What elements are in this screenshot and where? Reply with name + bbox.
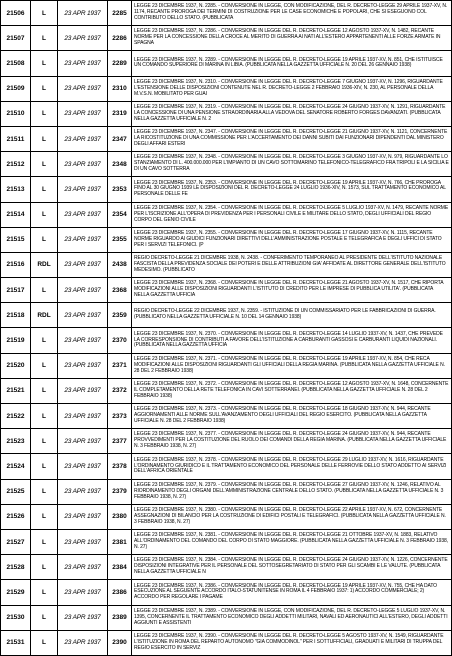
act-date-cell (58, 555, 108, 580)
act-number-cell (1, 580, 31, 605)
act-page-cell (108, 1, 132, 26)
act-page-cell (108, 630, 132, 655)
act-number: 21511 (6, 135, 25, 143)
act-page-cell (108, 278, 132, 303)
act-type-cell (31, 26, 58, 51)
act-date-cell (58, 26, 108, 51)
act-type-cell (31, 429, 58, 454)
act-date: 23 APR 1937 (64, 59, 101, 67)
act-description: REGIO DECRETO-LEGGE 21 DICEMBRE 1938, N. 2438. - CONFERIMENTO TEMPORANEO AL PRESIDENTE DELL'ISTITUTO NAZIONALE FASCISTA DELLA PREVIDENZA SOCIALE DEI POTERI E DELLE ATTRIBUZIONI GIA' AFFIDATE AL DIRETTORE GENERALE DELL'ISTITUTO MEDESIMO. (PUBBLICATO (134, 255, 446, 273)
act-number-cell (1, 76, 31, 101)
table-row (1, 555, 452, 580)
act-description-cell (132, 202, 452, 227)
act-page-cell (108, 353, 132, 378)
act-date-cell (58, 529, 108, 554)
act-page: 2380 (112, 513, 127, 521)
table-row (1, 504, 452, 529)
act-number: 21518 (6, 311, 25, 319)
act-number: 21530 (6, 614, 25, 622)
act-number-cell (1, 504, 31, 529)
act-date-cell (58, 429, 108, 454)
table-row (1, 76, 452, 101)
act-date: 23 APR 1937 (64, 614, 101, 622)
act-page-cell (108, 101, 132, 126)
act-type: RDL (37, 311, 51, 319)
table-row (1, 529, 452, 554)
act-description-cell (132, 555, 452, 580)
act-page-cell (108, 252, 132, 277)
act-date: 23 APR 1937 (64, 337, 101, 345)
act-description: LEGGE 23 DICEMBRE 1937, N. 2319. - CONVERSIONE IN LEGGE DEL R. DECRETO-LEGGE 24 GIUGNO 1937-XV, N. 1291, RIGUARDANTE LA CONCESSIONE DI UNA PENSIONE STRAORDINARIA ALLA VEDOVA DEL SENATORE ROBERTO FORGES DAVANZATI. (PUBBLICATA NELLA GAZZETTA UFFICIALE N. 2 (134, 104, 446, 122)
act-page-cell (108, 378, 132, 403)
act-description-cell (132, 328, 452, 353)
act-date: 23 APR 1937 (64, 34, 101, 42)
table-row (1, 479, 452, 504)
act-date: 23 APR 1937 (64, 135, 101, 143)
act-type-cell (31, 529, 58, 554)
table-row (1, 126, 452, 151)
act-type-cell (31, 454, 58, 479)
act-date: 23 APR 1937 (64, 563, 101, 571)
act-date: 23 APR 1937 (64, 362, 101, 370)
act-description-cell (132, 378, 452, 403)
act-date: 23 APR 1937 (64, 639, 101, 647)
act-type-cell (31, 101, 58, 126)
act-date-cell (58, 328, 108, 353)
act-description-cell (132, 529, 452, 554)
table-row (1, 1, 452, 26)
act-number: 21514 (6, 211, 25, 219)
act-page-cell (108, 51, 132, 76)
act-date: 23 APR 1937 (64, 85, 101, 93)
act-type-cell (31, 51, 58, 76)
act-number-cell (1, 227, 31, 252)
act-number: 21516 (6, 261, 25, 269)
act-number-cell (1, 555, 31, 580)
act-description-cell (132, 26, 452, 51)
act-page: 2354 (112, 211, 127, 219)
act-page: 2371 (112, 362, 127, 370)
act-number: 21519 (6, 337, 25, 345)
act-description: LEGGE 23 DICEMBRE 1937, N. 2285. - CONVERSIONE IN LEGGE, CON MODIFICAZIONE, DEL R. DECRETO-LEGGE 29 APRILE 1937-XV, N. 1174, RECANTE PROROGA DEI TERMINI DI COSTRUZIONE PER LE CASE ECONOMICHE E POPOLARI, CHE SI ESEGUONO COL CONTRIBUTO DELLO STATO. (PUBBLICATA (134, 3, 448, 22)
act-number: 21521 (6, 387, 25, 395)
act-date-cell (58, 479, 108, 504)
act-type: L (42, 538, 46, 546)
act-description-cell (132, 303, 452, 328)
act-number-cell (1, 429, 31, 454)
act-description: LEGGE 23 DICEMBRE 1937, N. 2370. - CONVERSIONE IN LEGGE DEL R. DECRETO-LEGGE 14 LUGLIO 1937-XV, N. 1437, CHE PREVEDE LA CORRESPONSIONE DI CONTRIBUTI A FAVORE DELL'ISTITUZIONE A CARBURANTI GASSOSI E CARBURANTI LIQUIDI NAZIONALI. (PUBBLICATA NELLA GAZZETTA UFFICIA (134, 330, 443, 349)
act-type: L (42, 588, 46, 596)
act-number-cell (1, 202, 31, 227)
act-type-cell (31, 555, 58, 580)
act-date: 23 APR 1937 (64, 236, 101, 244)
act-date: 23 APR 1937 (64, 387, 101, 395)
act-type-cell (31, 378, 58, 403)
act-number-cell (1, 328, 31, 353)
act-number-cell (1, 1, 31, 26)
act-date: 23 APR 1937 (64, 437, 101, 445)
act-number-cell (1, 126, 31, 151)
act-number: 21506 (6, 9, 25, 17)
act-page: 2386 (112, 588, 127, 596)
act-number: 21528 (6, 563, 25, 571)
act-page-cell (108, 152, 132, 177)
act-description-cell (132, 479, 452, 504)
act-description-cell (132, 278, 452, 303)
table-row (1, 303, 452, 328)
act-page-cell (108, 303, 132, 328)
act-type: L (42, 362, 46, 370)
table-row (1, 605, 452, 630)
act-number: 21512 (6, 160, 25, 168)
act-number-cell (1, 152, 31, 177)
act-number: 21517 (6, 286, 25, 294)
act-type-cell (31, 252, 58, 277)
act-description: LEGGE 23 DICEMBRE 1937, N. 2286. - CONVERSIONE IN LEGGE DEL R. DECRETO-LEGGE 12 AGOSTO 1937-XV, N. 1482, RECANTE NORME PER LA CONCESSIONE DELLA CROCE AL MERITO DI GUERRA AI NATI ALL'ESTERO APPARTENENTI ALLE FORZE ARMATE IN SPAGNA (134, 28, 441, 47)
act-page: 2355 (112, 236, 127, 244)
act-number-cell (1, 404, 31, 429)
act-type: L (42, 185, 46, 193)
act-type-cell (31, 76, 58, 101)
act-number-cell (1, 278, 31, 303)
act-description-cell (132, 630, 452, 655)
act-page: 2384 (112, 563, 127, 571)
act-page: 2377 (112, 437, 127, 445)
act-number: 21529 (6, 588, 25, 596)
act-page: 2285 (112, 9, 127, 17)
act-number-cell (1, 101, 31, 126)
act-type: L (42, 614, 46, 622)
act-type: L (42, 437, 46, 445)
act-type: L (42, 211, 46, 219)
act-number: 21526 (6, 513, 25, 521)
act-description-cell (132, 454, 452, 479)
table-row (1, 278, 452, 303)
act-description-cell (132, 101, 452, 126)
act-page: 2348 (112, 160, 127, 168)
act-type-cell (31, 202, 58, 227)
act-date-cell (58, 177, 108, 202)
act-description: LEGGE 23 DICEMBRE 1937, N. 2389. - CONVERSIONE IN LEGGE, CON MODIFICAZIONE, DEL R. DECRETO-LEGGE 5 LUGLIO 1937-XV, N. 1395, CONCERNENTE IL TRATTAMENTO ECONOMICO DEGLI ADDETTI MILITARI, NAVALI ED AERONAUTICI ALL'ESTERO, DEGLI ADDETTI AGGIUNTI E ASSISTENTI (134, 607, 448, 626)
act-date-cell (58, 202, 108, 227)
act-type-cell (31, 328, 58, 353)
table-row (1, 328, 452, 353)
act-page: 2368 (112, 286, 127, 294)
act-type: RDL (37, 261, 51, 269)
act-date: 23 APR 1937 (64, 286, 101, 294)
act-type: L (42, 110, 46, 118)
act-type-cell (31, 303, 58, 328)
act-description: LEGGE 23 DICEMBRE 1937, N. 2368. - CONVERSIONE IN LEGGE DEL R. DECRETO-LEGGE 21 AGOSTO 1937-XV, N. 1517, CHE RIPORTA MODIFICAZIONI ALLE DISPOSIZIONI RIGUARDANTI L'ISTITUTO DI CREDITO PER LE IMPRESE DI PUBBLICA UTILITA'. (PUBBLICATA NELLA GAZZETTA UFFICIA (134, 280, 444, 299)
table-row (1, 378, 452, 403)
table-row (1, 26, 452, 51)
act-date: 23 APR 1937 (64, 462, 101, 470)
act-type: L (42, 59, 46, 67)
act-number-cell (1, 51, 31, 76)
act-description: LEGGE 23 DICEMBRE 1937, N. 2371. - CONVERSIONE IN LEGGE DEL R. DECRETO-LEGGE 19 APRILE 1937-XV, N. 854, CHE RECA MODIFICAZIONI ALLE DISPOSIZIONI RIGUARDANTI GLI UFFICIALI DELLA REGIA MARINA. (PUBBLICATA NELLA GAZZETTA UFFICIALE N. 28 DEL 2 FEBBRAIO 1938) (134, 355, 445, 374)
act-number-cell (1, 529, 31, 554)
act-number: 21525 (6, 488, 25, 496)
act-description: LEGGE 23 DICEMBRE 1937, N. 2386. - CONVERSIONE IN LEGGE DEL R. DECRETO-LEGGE 19 APRILE 1937-XV, N. 755, CHE HA DATO ESECUZIONE AL SEGUENTE ACCORDO ITALO-STATUNITENSE IN ROMA IL 4 FEBBRAIO 1937: 1) ACCORDO COMMERCIALE; 2) ACCORDO PER REGOLARE I PAGAME (134, 582, 437, 601)
act-description: LEGGE 23 DICEMBRE 1937, N. 2347. - CONVERSIONE IN LEGGE DEL R. DECRETO-LEGGE 21 GIUGNO 1937-XV, N. 1121, CONCERNENTE LA RICOSTITUZIONE DI UNA COMMISSIONE PER L'ACCERTAMENTO DEI DANNI SUBITI DAI FUNZIONARI DIPENDENTI DAL MINISTERO DEGLI AFFARI ESTERI (134, 129, 448, 147)
act-page-cell (108, 555, 132, 580)
act-page: 2372 (112, 387, 127, 395)
act-page: 2286 (112, 34, 127, 42)
act-page-cell (108, 580, 132, 605)
act-number-cell (1, 378, 31, 403)
act-date: 23 APR 1937 (64, 538, 101, 546)
act-page-cell (108, 429, 132, 454)
act-page-cell (108, 202, 132, 227)
act-page: 2389 (112, 614, 127, 622)
act-date: 23 APR 1937 (64, 211, 101, 219)
act-date-cell (58, 378, 108, 403)
act-type: L (42, 639, 46, 647)
table-row (1, 353, 452, 378)
act-description: LEGGE 23 DICEMBRE 1937, N. 2379. - CONVERSIONE IN LEGGE DEL R. DECRETO-LEGGE 27 GIUGNO 1937-XV, N. 1246, RELATIVO AL RIORDINAMENTO DEGLI ORGANI DELL'AMMINISTRAZIONE CENTRALE DELLO STATO. (PUBBLICATA NELLA GAZZETTA UFFICIALE N. 3 FEBBRAIO 1938, N. 27) (134, 481, 444, 500)
act-page: 2378 (112, 462, 127, 470)
table-row (1, 252, 452, 277)
table-row (1, 454, 452, 479)
act-description-cell (132, 126, 452, 151)
act-date-cell (58, 353, 108, 378)
table-row (1, 429, 452, 454)
act-description: LEGGE 23 DICEMBRE 1937, N. 2390. - CONVERSIONE IN LEGGE DEL R. DECRETO-LEGGE 5 AGOSTO 1937-XV, N. 1549, RIGUARDANTE L'ISTITUZIONE IN ROMA DEL REPARTO AUTONOMO "GIA COMMODINOL" PER I SOTTUFFICIALI, GRADUATI E MILITARI DI TRUPPA DEL REGIO ESERCITO IN SERVIZ (134, 632, 444, 651)
act-date: 23 APR 1937 (64, 185, 101, 193)
act-page-cell (108, 76, 132, 101)
act-type: L (42, 135, 46, 143)
act-number: 21509 (6, 85, 25, 93)
act-number: 21523 (6, 437, 25, 445)
act-number: 21524 (6, 462, 25, 470)
act-type-cell (31, 404, 58, 429)
act-description-cell (132, 177, 452, 202)
act-type: L (42, 488, 46, 496)
act-number-cell (1, 630, 31, 655)
act-date-cell (58, 454, 108, 479)
act-description-cell (132, 504, 452, 529)
act-description: LEGGE 23 DICEMBRE 1937, N. 2380. - CONVERSIONE IN LEGGE DEL R. DECRETO-LEGGE 22 APRILE 1937-XV, N. 672, CONCERNENTE ASSEGNAZIONI DI BILANCIO PER LA COSTRUZIONE DI EDIFICI POSTALI E TELEGRAFICI. (PUBBLICATA NELLA GAZZETTA UFFICIALE N. 3 FEBBRAIO 1938, N. 27) (134, 507, 446, 525)
act-number-cell (1, 252, 31, 277)
act-type: L (42, 462, 46, 470)
act-type-cell (31, 177, 58, 202)
act-page-cell (108, 479, 132, 504)
act-type: L (42, 563, 46, 571)
act-description: LEGGE 23 DICEMBRE 1937, N. 2378. - CONVERSIONE IN LEGGE DEL R. DECRETO-LEGGE 29 LUGLIO 1937-XV, N. 1616, RIGUARDANTE L'ORDINAMENTO GIURIDICO E IL TRATTAMENTO ECONOMICO DEL PERSONALE DELLE FERROVIE DELLO STATO ADDETTO AI SERVIZI DELL'AFRICA ORIENTALE (134, 456, 447, 475)
act-number-cell (1, 454, 31, 479)
act-page-cell (108, 26, 132, 51)
act-page: 2381 (112, 538, 127, 546)
table-row (1, 152, 452, 177)
act-description-cell (132, 605, 452, 630)
act-description-cell (132, 76, 452, 101)
act-type: L (42, 160, 46, 168)
act-type-cell (31, 1, 58, 26)
act-date-cell (58, 101, 108, 126)
act-type-cell (31, 227, 58, 252)
act-date: 23 APR 1937 (64, 160, 101, 168)
act-number-cell (1, 26, 31, 51)
act-number: 21531 (6, 639, 25, 647)
act-date-cell (58, 51, 108, 76)
act-page: 2353 (112, 185, 127, 193)
act-page-cell (108, 454, 132, 479)
registry-body (1, 1, 452, 656)
act-page-cell (108, 328, 132, 353)
act-type-cell (31, 580, 58, 605)
act-page: 2319 (112, 110, 127, 118)
act-type-cell (31, 630, 58, 655)
act-date-cell (58, 278, 108, 303)
act-date-cell (58, 76, 108, 101)
act-page-cell (108, 404, 132, 429)
act-date-cell (58, 580, 108, 605)
act-date: 23 APR 1937 (64, 9, 101, 17)
act-description-cell (132, 152, 452, 177)
act-type-cell (31, 479, 58, 504)
act-type: L (42, 34, 46, 42)
act-date-cell (58, 630, 108, 655)
act-date: 23 APR 1937 (64, 261, 101, 269)
act-description: LEGGE 23 DICEMBRE 1937, N. 2372. - CONVERSIONE IN LEGGE DEL R. DECRETO-LEGGE 12 AGOSTO 1937-XV, N. 1648, CONCERNENTE IL COMPLETAMENTO DELLA RETE TELEFONICA IN CAVI SOTTERRANEI. (PUBBLICATA NELLA GAZZETTA UFFICIALE N. 28 DEL 2 FEBBRAIO 1938) (134, 381, 449, 399)
act-number-cell (1, 479, 31, 504)
act-type: L (42, 337, 46, 345)
act-type: L (42, 513, 46, 521)
act-type: L (42, 9, 46, 17)
act-date: 23 APR 1937 (64, 110, 101, 118)
table-row (1, 227, 452, 252)
act-description-cell (132, 51, 452, 76)
act-page-cell (108, 126, 132, 151)
act-description: LEGGE 23 DICEMBRE 1937, N. 2377. - CONVERSIONE IN LEGGE DEL R. DECRETO-LEGGE 24 GIUGNO 1937-XV, N. 944, RECANTE PROVVEDIMENTI PER LA COSTITUZIONE DEL RUOLO DEI COMANDI DELLA REGIA MARINA. (PUBBLICATA NELLA GAZZETTA UFFICIALE N. 3 FEBBRAIO 1938, N. 27) (134, 431, 447, 450)
act-page-cell (108, 605, 132, 630)
act-date: 23 APR 1937 (64, 412, 101, 420)
act-date-cell (58, 303, 108, 328)
act-number: 21507 (6, 34, 25, 42)
act-description-cell (132, 252, 452, 277)
table-row (1, 404, 452, 429)
act-date-cell (58, 126, 108, 151)
act-number-cell (1, 177, 31, 202)
act-description-cell (132, 404, 452, 429)
act-description: LEGGE 23 DICEMBRE 1937, N. 2355. - CONVERSIONE IN LEGGE DEL R. DECRETO-LEGGE 17 GIUGNO 1937-XV, N. 1115, RECANTE NORME RIGUARDO AI GIUDICI FUNZIONARI DIRETTIVI DELL'AMMINISTRAZIONE POSTALE E TELEGRAFICA E DEGLI UFFICI DI STATO PER I SERVIZI TELEFONICI. (P (134, 229, 442, 248)
table-row (1, 177, 452, 202)
act-description: LEGGE 23 DICEMBRE 1937, N. 2373. - CONVERSIONE IN LEGGE DEL R. DECRETO-LEGGE 18 GIUGNO 1937-XV, N. 944, RECANTE AGGIORNAMENTI ALLE NORME SULL'AVANZAMENTO DEGLI UFFICIALI DEL REGIO ESERCITO. (PUBBLICATA NELLA GAZZETTA UFFICIALE N. 28 DEL 2 FEBBRAIO 1938) (134, 406, 431, 425)
act-number: 21515 (6, 236, 25, 244)
table-row (1, 202, 452, 227)
act-description: REGIO DECRETO-LEGGE 22 DICEMBRE 1937, N. 2359. - ISTITUZIONE DI UN COMMISSARIATO PER LE FABBRICAZIONI DI GUERRA. (PUBBLICATO NELLA GAZZETTA UFFICIALE N. 10 DEL 14 GENNAIO 1938) (134, 308, 436, 321)
act-type-cell (31, 126, 58, 151)
act-page: 2370 (112, 337, 127, 345)
act-page: 2289 (112, 59, 127, 67)
act-number-cell (1, 303, 31, 328)
act-number: 21513 (6, 185, 25, 193)
act-page-cell (108, 227, 132, 252)
act-description: LEGGE 23 DICEMBRE 1937, N. 2384. - CONVERSIONE IN LEGGE DEL R. DECRETO-LEGGE 24 GIUGNO 1937-XV, N. 1226, CONCERNENTE DISPOSIZIONI INTEGRATIVE PER IL PERSONALE DEL SOTTOSEGRETARIATO DI STATO PER GLI SCAMBI E LE VALUTE. (PUBBLICATA NELLA GAZZETTA UFFICIALE N (134, 557, 448, 576)
act-type: L (42, 286, 46, 294)
act-date-cell (58, 227, 108, 252)
act-page: 2373 (112, 412, 127, 420)
act-number: 21527 (6, 538, 25, 546)
act-page-cell (108, 529, 132, 554)
act-date: 23 APR 1937 (64, 588, 101, 596)
act-type-cell (31, 605, 58, 630)
act-type-cell (31, 152, 58, 177)
act-description-cell (132, 1, 452, 26)
act-page: 2359 (112, 311, 127, 319)
table-row (1, 630, 452, 655)
act-description: LEGGE 23 DICEMBRE 1937, N. 2348. - CONVERSIONE IN LEGGE DEL R. DECRETO-LEGGE 3 GIUGNO 1937-XV, N. 979, RIGUARDANTE LO STANZIAMENTO DI L. 400.000.000 PER L'IMPIANTO DI UN CAVO SOTTOMARINO TELEFONICO-TELEGRAFICO FRA TRIPOLI E LA SICILIA E DI UN CAVO SOTTERRA (134, 154, 449, 173)
act-date-cell (58, 404, 108, 429)
table-row (1, 580, 452, 605)
act-date-cell (58, 252, 108, 277)
act-date: 23 APR 1937 (64, 311, 101, 319)
act-number: 21510 (6, 110, 25, 118)
act-date: 23 APR 1937 (64, 513, 101, 521)
act-description-cell (132, 227, 452, 252)
act-date-cell (58, 504, 108, 529)
act-page-cell (108, 177, 132, 202)
table-row (1, 51, 452, 76)
act-page-cell (108, 504, 132, 529)
act-description: LEGGE 23 DICEMBRE 1937, N. 2354. - CONVERSIONE IN LEGGE DEL R. DECRETO-LEGGE 5 LUGLIO 1937-XV, N. 1479, RECANTE NORME PER L'ISCRIZIONE ALL'OPERA DI PREVIDENZA PER I PERSONALI CIVILE E MILITARE DELLO STATO, DEGLI UFFICIALI DEL REGIO CORPO DEL GENIO CIVILE (134, 204, 449, 223)
act-description-cell (132, 353, 452, 378)
act-description: LEGGE 23 DICEMBRE 1937, N. 2310. - CONVERSIONE IN LEGGE DEL R. DECRETO-LEGGE 7 GIUGNO 1937-XV, N. 1296, RIGUARDANTE L'ESTENSIONE DELLE DISPOSIZIONI CONTENUTE NEL R. DECRETO-LEGGE 2 FEBBRAIO 1936-XIV, N. 230, AL PERSONALE DELLA M.V.S.N. MOBILITATO PER GUAI (134, 78, 443, 97)
table-row (1, 101, 452, 126)
act-number: 21508 (6, 59, 25, 67)
act-date-cell (58, 152, 108, 177)
act-description-cell (132, 429, 452, 454)
act-type: L (42, 85, 46, 93)
act-description: LEGGE 23 DICEMBRE 1937, N. 2289. - CONVERSIONE IN LEGGE DEL R. DECRETO-LEGGE 19 APRILE 1937-XV, N. 851, CHE ISTITUISCE UN COMANDO SUPERIORE DI MARINA IN LIBIA. (PUBBLICATA NELLA GAZZETTA UFFICIALE N. 20 DEL 26 GENNAIO 1938) (134, 56, 443, 69)
act-type: L (42, 387, 46, 395)
act-date-cell (58, 605, 108, 630)
act-description: LEGGE 23 DICEMBRE 1937, N. 2381. - CONVERSIONE IN LEGGE DEL R. DECRETO-LEGGE 21 OTTOBRE 1937-XV, N. 1883, RELATIVO ALL'ORDINAMENTO DEL COMANDO DEL CORPO DI STATO MAGGIORE. (PUBBLICATA NELLA GAZZETTA UFFICIALE N. 3 FEBBRAIO 1938, N. 27) (134, 532, 448, 550)
act-page: 2347 (112, 135, 127, 143)
act-number-cell (1, 353, 31, 378)
act-description: LEGGE 23 DICEMBRE 1937, N. 2353. - CONVERSIONE IN LEGGE DEL R. DECRETO-LEGGE 19 APRILE 1937-XV, N. 766, CHE PROROGA FINO AL 30 GIUGNO 1939 LE DISPOSIZIONI DEL R. DECRETO-LEGGE 24 LUGLIO 1936-XIV, N. 1573, SUL TRATTAMENTO ECONOMICO AL PERSONALE DELLE FE (134, 179, 446, 198)
act-type: L (42, 412, 46, 420)
act-number: 21522 (6, 412, 25, 420)
act-page: 2310 (112, 85, 127, 93)
act-description-cell (132, 580, 452, 605)
act-date: 23 APR 1937 (64, 488, 101, 496)
act-type-cell (31, 504, 58, 529)
act-date-cell (58, 1, 108, 26)
act-number: 21520 (6, 362, 25, 370)
act-type-cell (31, 353, 58, 378)
act-type-cell (31, 278, 58, 303)
act-number-cell (1, 605, 31, 630)
act-type: L (42, 236, 46, 244)
act-page: 2390 (112, 639, 127, 647)
act-page: 2438 (112, 261, 127, 269)
act-page: 2379 (112, 488, 127, 496)
